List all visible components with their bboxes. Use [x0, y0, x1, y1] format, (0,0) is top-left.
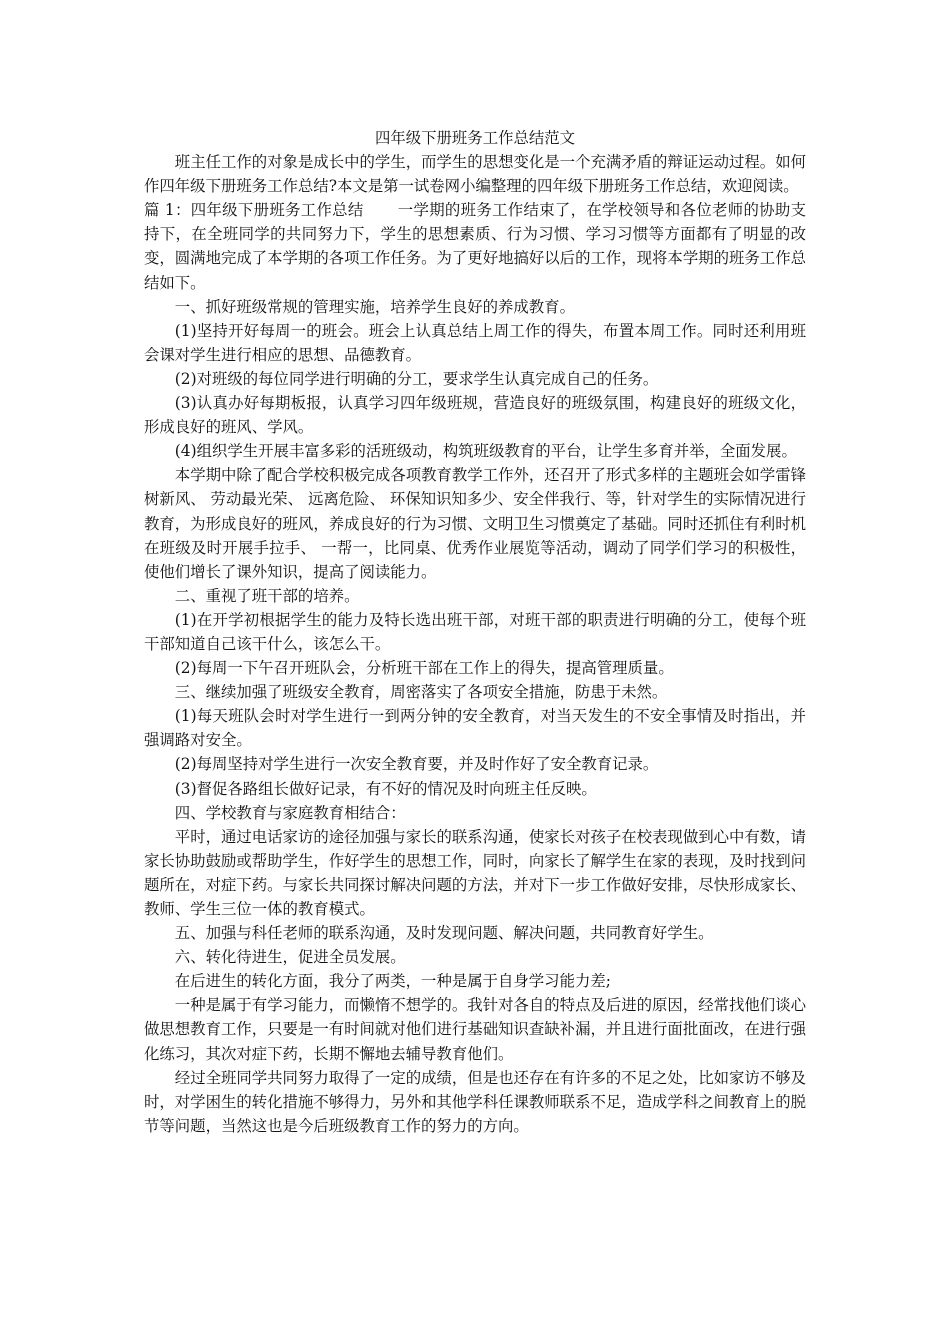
document-title: 四年级下册班务工作总结范文: [374, 129, 576, 147]
body-paragraph: 六、转化待进生，促进全员发展。: [174, 948, 406, 967]
body-paragraph: (1)在开学初根据学生的能力及特长选出班干部，对班干部的职责进行明确的分工，使每个班干部知道自己该干什么，该怎么干。: [144, 610, 806, 653]
document-page: [144, 126, 806, 1138]
body-paragraph: 二、重视了班干部的培养。: [174, 586, 360, 605]
body-paragraph: 三、继续加强了班级安全教育，周密落实了各项安全措施，防患于未然。: [174, 683, 668, 702]
body-paragraph: 经过全班同学共同努力取得了一定的成绩，但是也还存在有许多的不足之处，比如家访不够及时，对学困生的转化措施不够得力，另外和其他学科任课教师联系不足，造成学科之间教育上的脱节等问题，当然这也是今后班级教育工作的努力的方向。: [144, 1068, 806, 1135]
body-paragraph: 平时，通过电话家访的途径加强与家长的联系沟通，使家长对孩子在校表现做到心中有数，请家长协助鼓励或帮助学生，作好学生的思想工作，同时，向家长了解学生在家的表现，及时找到问题所在，对症下药。与家长共同探讨解决问题的方法，并对下一步工作做好安排，尽快形成家长、教师、学生三位一体的教育模式。: [144, 827, 806, 918]
piece-text: 一学期的班务工作结束了，在学校领导和各位老师的协助支持下，在全班同学的共同努力下，学生的思想素质、行为习惯、学习习惯等方面都有了明显的改变，圆满地完成了本学期的各项工作任务。为了更好地搞好以后的工作，现将本学期的班务工作总结如下。: [144, 201, 806, 292]
body-paragraph: 本学期中除了配合学校积极完成各项教育教学工作外，还召开了形式多样的主题班会如学雷锋 树新风、 劳动最光荣、 远离危险、 环保知识知多少、安全伴我行、等，针对学生的实际情况进行教育，为形成良好的班风，养成良好的行为习惯、文明卫生习惯奠定了基础。同时还抓住有利时机在班级及时开展手拉手、 一帮一，比同桌、优秀作业展览等活动，调动了同学们学习的积极性，使他们增长了课外知识，提高了阅读能力。: [144, 466, 806, 581]
body-paragraph: 四、学校教育与家庭教育相结合：: [174, 803, 406, 822]
body-paragraph: (1)坚持开好每周一的班会。班会上认真总结上周工作的得失，布置本周工作。同时还利用班会课对学生进行相应的思想、品德教育。: [144, 321, 806, 364]
piece-label: 篇 1：四年级下册班务工作总结: [144, 201, 364, 220]
body-paragraph: (4)组织学生开展丰富多彩的活班级动，构筑班级教育的平台，让学生多育并举，全面发展。: [174, 442, 797, 461]
body-paragraph: 一种是属于有学习能力，而懒惰不想学的。我针对各自的特点及后进的原因，经常找他们谈心做思想教育工作，只要是一有时间就对他们进行基础知识查缺补漏，并且进行面批面改，在进行强化练习，其次对症下药，长期不懈地去辅导教育他们。: [144, 996, 806, 1063]
intro-paragraph: 班主任工作的对象是成长中的学生，而学生的思想变化是一个充满矛盾的辩证运动过程。如何作四年级下册班务工作总结?本文是第一试卷网小编整理的四年级下册班务工作总结，欢迎阅读。: [144, 153, 806, 196]
body-paragraph: (3)认真办好每期板报，认真学习四年级班规，营造良好的班级氛围，构建良好的班级文化，形成良好的班风、学风。: [144, 394, 806, 437]
body-paragraph: (2)对班级的每位同学进行明确的分工，要求学生认真完成自己的任务。: [174, 369, 659, 388]
body-paragraph: 五、加强与科任老师的联系沟通，及时发现问题、解决问题，共同教育好学生。: [174, 924, 714, 943]
body-paragraph: 一、抓好班级常规的管理实施，培养学生良好的养成教育。: [174, 297, 575, 316]
body-paragraph: 在后进生的转化方面，我分了两类，一种是属于自身学习能力差;: [174, 972, 611, 991]
body-paragraph: (2)每周坚持对学生进行一次安全教育要，并及时作好了安全教育记录。: [174, 755, 659, 774]
body-paragraph: (1)每天班队会时对学生进行一到两分钟的安全教育，对当天发生的不安全事情及时指出，并强调路对安全。: [144, 707, 806, 750]
piece-one-paragraph: [144, 198, 806, 294]
body-paragraph: (3)督促各路组长做好记录，有不好的情况及时向班主任反映。: [174, 779, 597, 798]
body-paragraph: (2)每周一下午召开班队会，分析班干部在工作上的得失，提高管理质量。: [174, 659, 674, 678]
